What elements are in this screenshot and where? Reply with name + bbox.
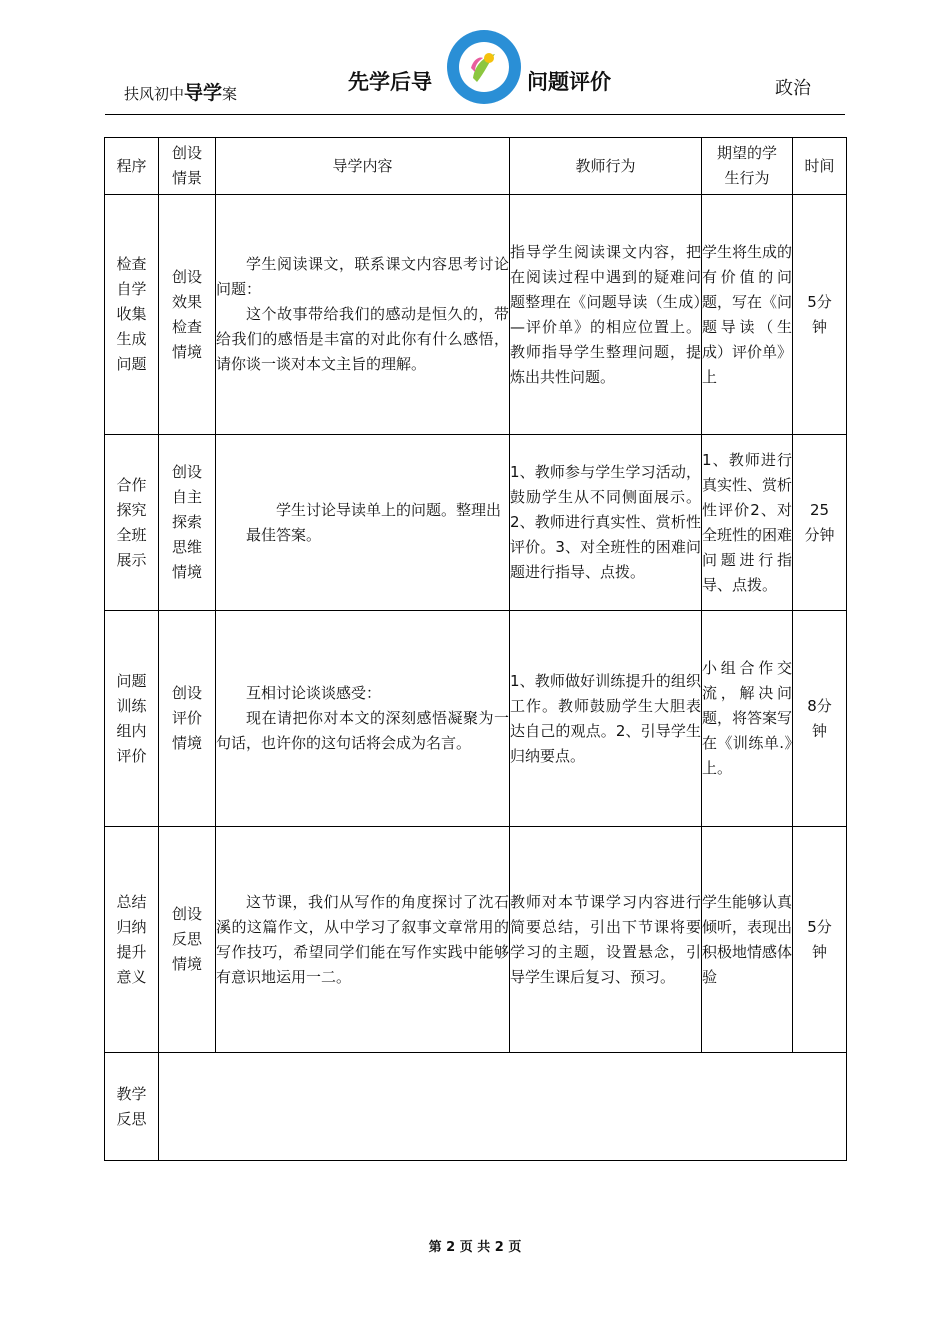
header-scene: 创设情景 — [159, 138, 216, 195]
time-cell: 5分钟 — [793, 195, 847, 435]
lesson-plan-table — [104, 137, 847, 1161]
slogan-left: 先学后导 — [348, 70, 432, 94]
stage-cell: 总结归纳提升意义 — [105, 827, 159, 1053]
content-cell: 互相讨论谈谈感受： 现在请把你对本文的深刻感悟凝聚为一句话，也许你的这句话将会成为名言。 — [216, 611, 510, 827]
student-cell: 学生将生成的有价值的问题，写在《问题导读（生成）评价单》上 — [702, 195, 793, 435]
header-time: 时间 — [793, 138, 847, 195]
teacher-cell: 指导学生阅读课文内容，把在阅读过程中遇到的疑难问题整理在《问题导读（生成）—评价单》的相应位置上。教师指导学生整理问题，提炼出共性问题。 — [510, 195, 702, 435]
school-prefix: 扶风初中 — [124, 85, 185, 103]
stage-cell: 问题训练组内评价 — [105, 611, 159, 827]
school-bold: 导学 — [184, 82, 223, 104]
page-number: 第 2 页 共 2 页 — [428, 1240, 522, 1255]
student-cell: 学生能够认真倾听，表现出积极地情感体验 — [702, 827, 793, 1053]
table-row — [105, 611, 847, 827]
school-logo-icon — [445, 28, 523, 106]
school-suffix: 案 — [222, 85, 238, 103]
time-cell: 5分钟 — [793, 827, 847, 1053]
page-header — [105, 28, 845, 115]
header-content: 导学内容 — [216, 138, 510, 195]
table-header-row — [105, 138, 847, 195]
scene-cell: 创设自主探索思维情境 — [159, 435, 216, 611]
subject-label: 政治 — [775, 78, 811, 99]
header-teacher: 教师行为 — [510, 138, 702, 195]
teacher-cell: 1、教师做好训练提升的组织工作。教师鼓励学生大胆表达自己的观点。2、引导学生归纳要点。 — [510, 611, 702, 827]
scene-cell: 创设评价情境 — [159, 611, 216, 827]
time-cell: 8分钟 — [793, 611, 847, 827]
scene-cell: 创设反思情境 — [159, 827, 216, 1053]
content-cell: 学生阅读课文，联系课文内容思考讨论问题： 这个故事带给我们的感动是恒久的，带给我们的感悟是丰富的对此你有什么感悟，请你谈一谈对本文主旨的理解。 — [216, 195, 510, 435]
stage-cell: 合作探究全班展示 — [105, 435, 159, 611]
teacher-cell: 1、教师参与学生学习活动，鼓励学生从不同侧面展示。2、教师进行真实性、赏析性评价。3、对全班性的困难问题进行指导、点拨。 — [510, 435, 702, 611]
student-cell: 小组合作交流，解决问题，将答案写在《训练单.》上。 — [702, 611, 793, 827]
header-student: 期望的学生行为 — [702, 138, 793, 195]
content-cell: 这节课，我们从写作的角度探讨了沈石溪的这篇作文，从中学习了叙事文章常用的写作技巧，希望同学们能在写作实践中能够有意识地运用一二。 — [216, 827, 510, 1053]
school-title — [124, 78, 237, 105]
table-row — [105, 195, 847, 435]
reflection-label: 教学反思 — [105, 1053, 159, 1161]
scene-cell: 创设效果检查情境 — [159, 195, 216, 435]
table-row — [105, 827, 847, 1053]
reflection-row — [105, 1053, 847, 1161]
student-cell: 1、教师进行真实性、赏析性评价2、对全班性的困难问题进行指导、点拨。 — [702, 435, 793, 611]
teacher-cell: 教师对本节课学习内容进行简要总结，引出下节课将要学习的主题，设置悬念，引导学生课后复习、预习。 — [510, 827, 702, 1053]
header-stage: 程序 — [105, 138, 159, 195]
content-cell: 学生讨论导读单上的问题。整理出最佳答案。 — [216, 435, 510, 611]
reflection-value — [159, 1053, 847, 1161]
table-row — [105, 435, 847, 611]
slogan-right: 问题评价 — [527, 70, 611, 94]
time-cell: 25分钟 — [793, 435, 847, 611]
stage-cell: 检查自学收集生成问题 — [105, 195, 159, 435]
